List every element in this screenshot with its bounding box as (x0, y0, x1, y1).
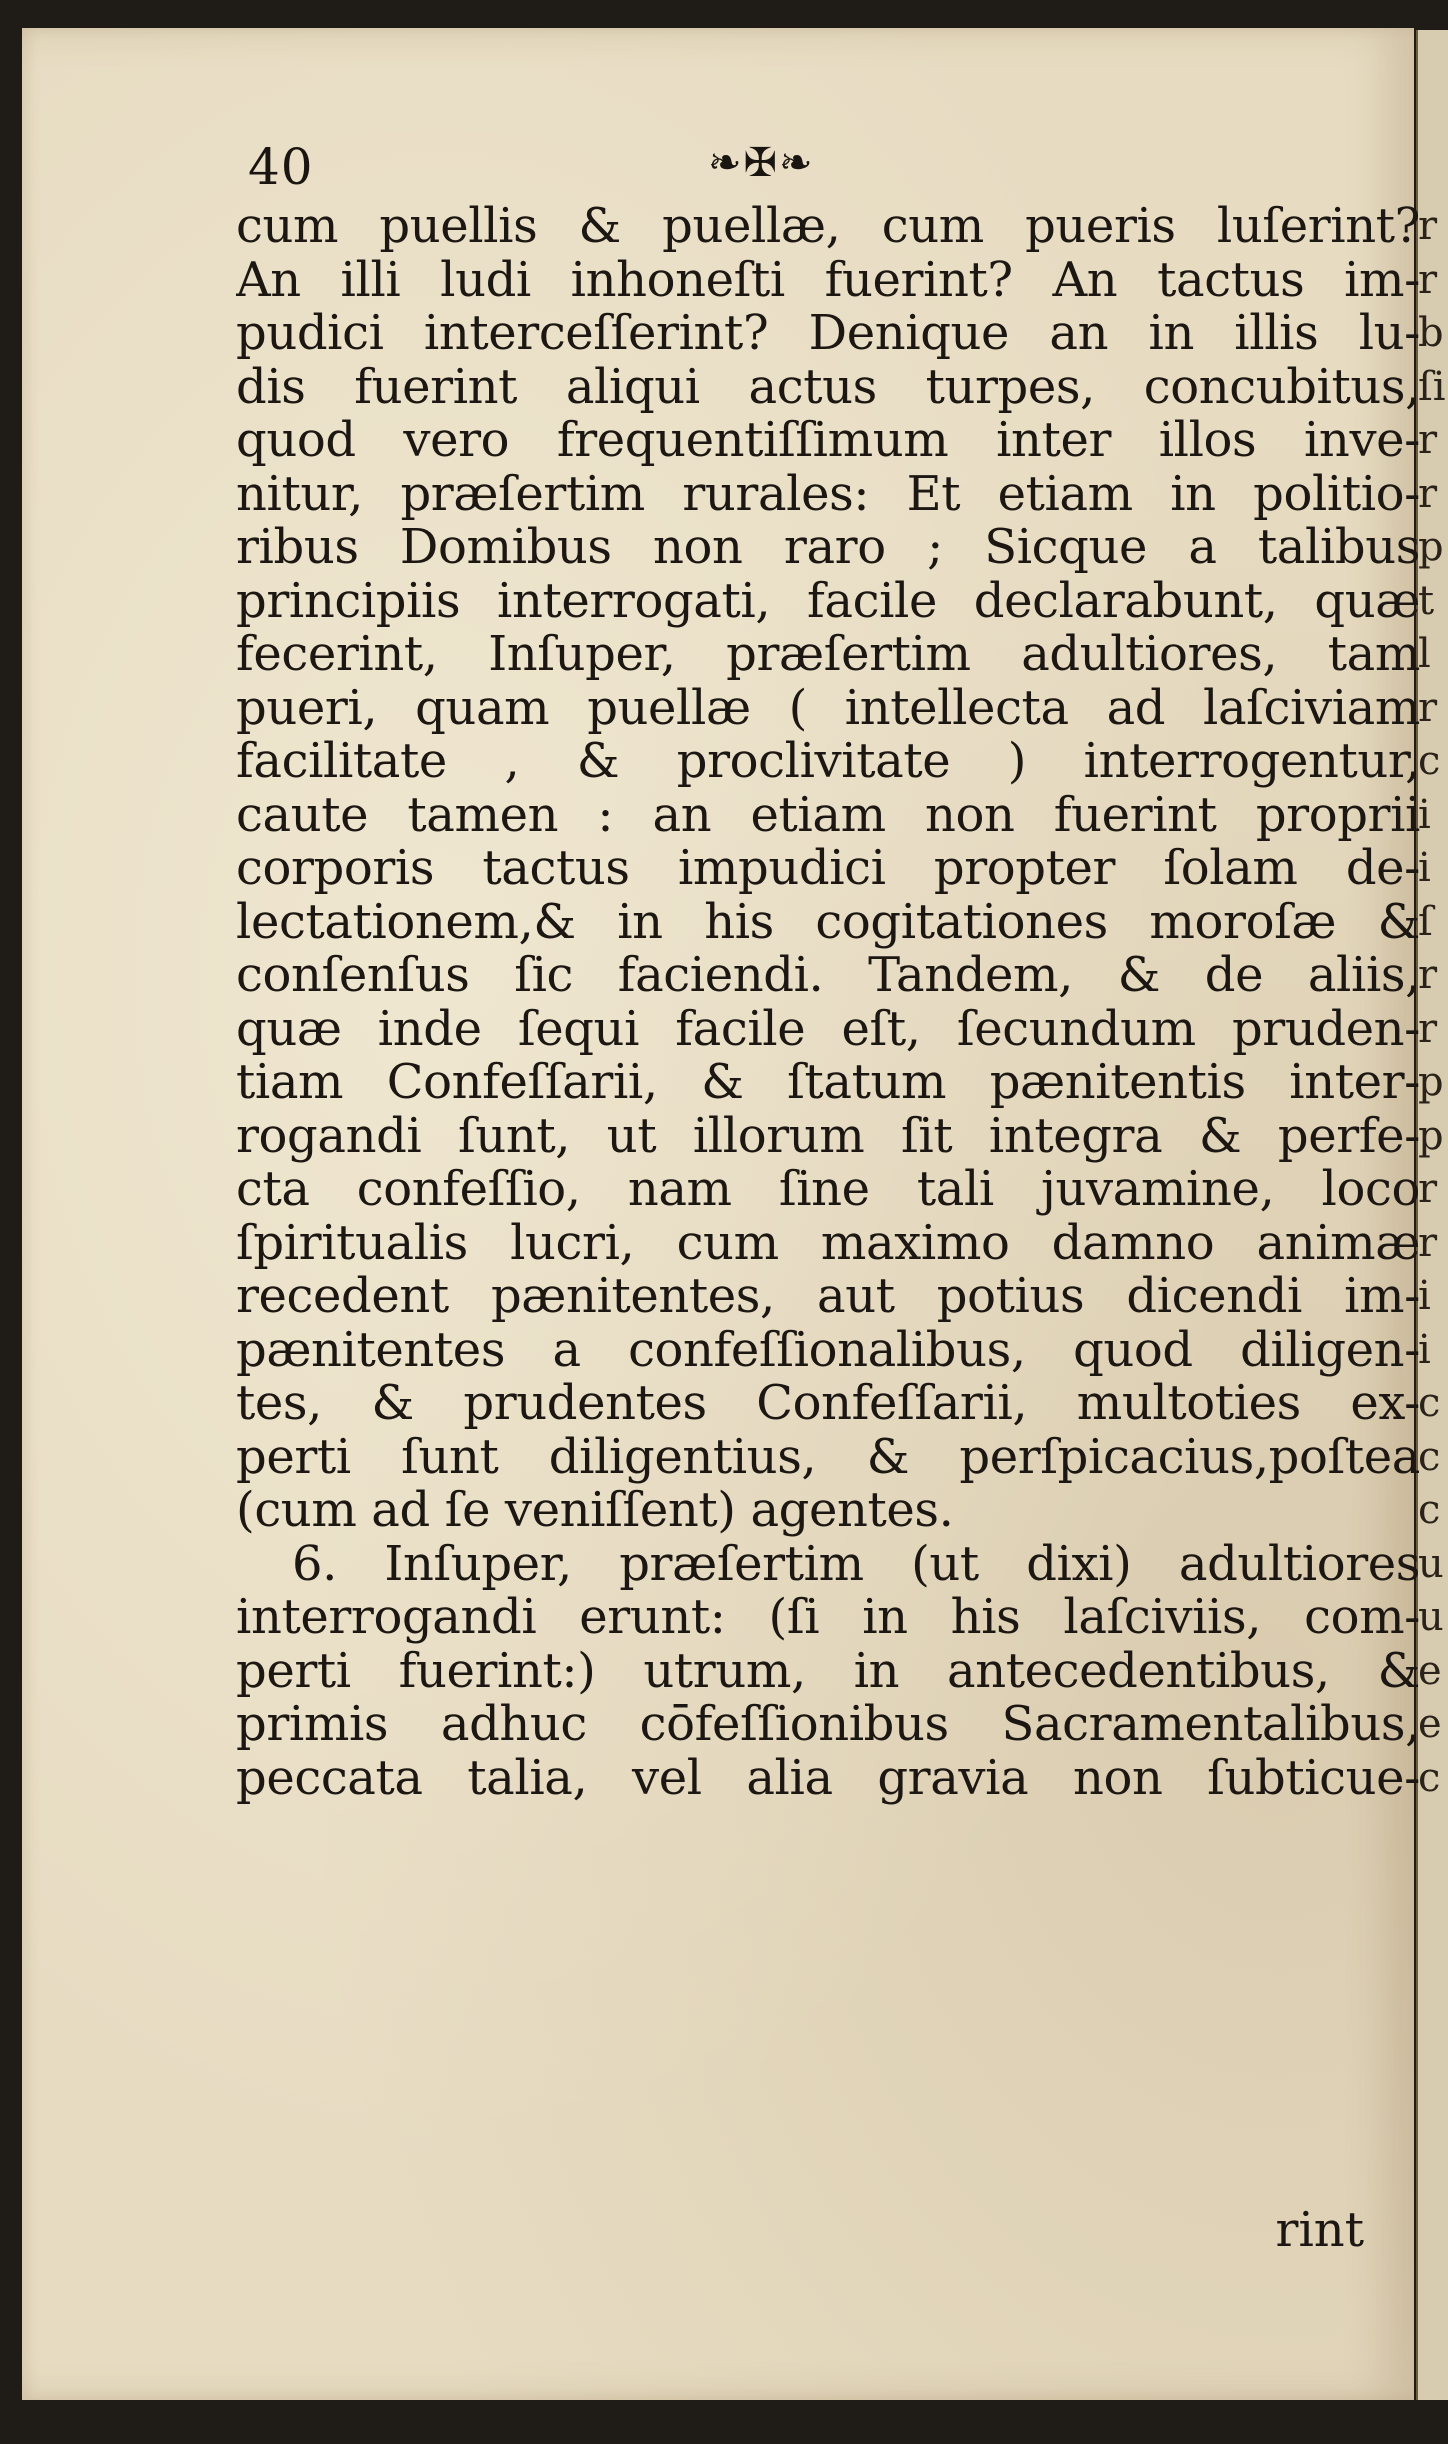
facing-letter: t (1418, 577, 1435, 624)
text-line: cta confeſſio, nam ſine tali juvamine, loco (236, 1163, 1420, 1217)
facing-letter: r (1418, 470, 1438, 517)
text-line: quæ inde ſequi facile eſt, ſecundum pruden- (236, 1002, 1420, 1056)
text-line: fecerint, Inſuper, præſertim adultiores, tam (236, 628, 1420, 682)
text-line: conſenſus ſic faciendi. Tandem, & de aliis, (236, 949, 1420, 1003)
text-line: peccata talia, vel alia gravia non ſubticue- (236, 1751, 1420, 1805)
facing-letter: r (1418, 1219, 1438, 1266)
text-line: primis adhuc cōfeſſionibus Sacramentalibus, (236, 1698, 1420, 1752)
facing-letter: c (1418, 1380, 1441, 1426)
paragraph-start-line: 6. Inſuper, præſertim (ut dixi) adultiores (292, 1537, 1420, 1591)
facing-letter: r (1418, 203, 1438, 249)
text-line: cum puellis & puellæ, cum pueris luſerint? (236, 200, 1420, 254)
text-line: corporis tactus impudici propter ſolam de- (236, 842, 1420, 896)
facing-letter: e (1418, 1701, 1442, 1747)
text-line: pudici interceſſerint? Denique an in illis lu- (236, 307, 1420, 361)
facing-letter: e (1418, 1647, 1442, 1694)
text-line: An illi ludi inhoneſti fuerint? An tactus im- (236, 253, 1420, 307)
facing-letter: r (1418, 952, 1438, 998)
facing-letter: u (1418, 1594, 1444, 1640)
text-line: dis fuerint aliqui actus turpes, concubitus, (236, 360, 1420, 414)
facing-letter: i (1418, 1326, 1431, 1373)
text-line: facilitate , & proclivitate ) interrogentur, (236, 735, 1420, 789)
header-ornament: ❧✠❧ (708, 140, 815, 186)
facing-letter: i (1418, 791, 1431, 838)
catchword: rint (1275, 2202, 1364, 2258)
text-line: lectationem,& in his cogitationes moroſæ & (236, 895, 1420, 949)
text-line: interrogandi erunt: (ſi in his laſciviis, com- (236, 1591, 1420, 1645)
facing-letter: u (1418, 1540, 1444, 1587)
text-line: nitur, præſertim rurales: Et etiam in politio- (236, 467, 1420, 521)
facing-letter: i (1418, 845, 1431, 891)
text-line: principiis interrogati, facile declarabunt, quæ (236, 574, 1420, 628)
facing-letter: l (1418, 631, 1431, 677)
text-line: rogandi ſunt, ut illorum ſit integra & perfe- (236, 1109, 1420, 1163)
facing-letter: c (1418, 1433, 1441, 1480)
facing-letter: i (1418, 1273, 1431, 1319)
page-number: 40 (248, 138, 314, 196)
text-line: tes, & prudentes Confeſſarii, multoties ex- (236, 1377, 1420, 1431)
text-line: recedent pænitentes, aut potius dicendi im- (236, 1270, 1420, 1324)
text-line: ribus Domibus non raro ; Sicque a talibus (236, 521, 1420, 575)
facing-letter: r (1418, 417, 1438, 463)
facing-letter: r (1418, 256, 1438, 303)
facing-letter: c (1418, 738, 1441, 784)
text-line: quod vero frequentiſſimum inter illos inve- (236, 414, 1420, 468)
facing-letter: r (1418, 1166, 1438, 1212)
text-line: pueri, quam puellæ ( intellecta ad laſciviam (236, 681, 1420, 735)
facing-letter: r (1418, 684, 1438, 731)
facing-letter: p (1418, 1059, 1444, 1105)
text-line: caute tamen : an etiam non fuerint proprii (236, 788, 1420, 842)
facing-letter: c (1418, 1487, 1441, 1533)
text-line: perti ſunt diligentius, & perſpicacius,poſtea (236, 1430, 1420, 1484)
facing-letter: b (1418, 310, 1444, 356)
text-line: tiam Confeſſarii, & ſtatum pænitentis inter- (236, 1056, 1420, 1110)
facing-letter: p (1418, 524, 1444, 570)
facing-letter: r (1418, 1005, 1438, 1052)
facing-letter: ſi (1418, 363, 1446, 410)
text-line: perti fuerint:) utrum, in antecedentibus, & (236, 1644, 1420, 1698)
text-line: (cum ad ſe veniſſent) agentes. (236, 1484, 954, 1538)
body-text (236, 200, 1420, 1805)
facing-page-letters (1418, 200, 1448, 1805)
facing-letter: c (1418, 1754, 1441, 1801)
text-line: pænitentes a confeſſionalibus, quod diligen- (236, 1323, 1420, 1377)
facing-letter: ſ (1418, 898, 1433, 945)
text-line: ſpiritualis lucri, cum maximo damno animæ (236, 1216, 1420, 1270)
facing-letter: p (1418, 1112, 1444, 1159)
